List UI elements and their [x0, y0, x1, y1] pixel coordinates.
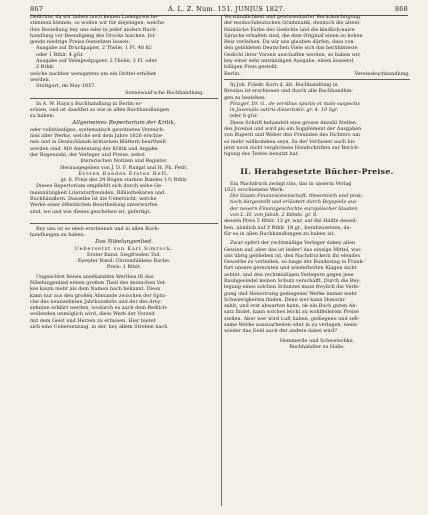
- text-line: Ein Nachdruck zwingt uns, das in unserm Verlag: [230, 180, 352, 187]
- text-line: zahlt, und erst abwarten kann, ob ein Buch guten Ab-: [224, 303, 358, 310]
- text-line: Gewinn auf, aber das ist leider! das einzige Mittel, was: [224, 246, 361, 253]
- text-line: zu haben:: [30, 113, 55, 120]
- text-line: achtet, und den rechtmäßigen Verlegern gegen jene: [224, 271, 354, 278]
- text-line: von Ruperti und Weber den Freunden des Dichters um: [224, 132, 361, 139]
- text-line: jetzt noch nicht verglichene Handschriften zur Berich-: [224, 144, 360, 151]
- price-line: oder 8 gGr.: [230, 113, 258, 120]
- announcement-nibelungenlied: [30, 226, 218, 330]
- text-line: Gedicht ihrer Vorzeit anschaffen werden, so haben wir,: [224, 51, 361, 58]
- text-line: ben, nämlich auf 2 Rthlr. 18 gr., herabzusetzen, da-: [224, 224, 352, 231]
- text-line: Raubgesindel keinen Schutz verschafft. Durch die Bey-: [224, 277, 361, 284]
- text-line: für es in allen Buchhandlungen zu haben ist.: [224, 230, 335, 237]
- section-rule: [30, 98, 218, 99]
- book-title: Allgemeines Repertorium der Kritik,: [72, 119, 176, 126]
- price-line: Ausgabe auf Velinpostpapier, 2 Theile, 3 Fl. oder: [36, 58, 157, 65]
- text-line: Bey uns ist so eben erschienen und in allen Buch-: [36, 225, 160, 232]
- text-line: gen zu beziehen:: [224, 94, 266, 101]
- section-rule: [224, 79, 410, 80]
- text-line: kes kaum mehr als dem Namen nach bekannt. Diess: [30, 286, 161, 293]
- text-line: zehnten erklärt werden, wodurch es auch dem Redlich-: [30, 305, 168, 312]
- publisher-signature: Vereinsbuchhandlung.: [354, 70, 410, 77]
- price-line: 2 Rthlr.: [36, 64, 55, 71]
- dateline: Berlin.: [224, 70, 241, 77]
- text-line: nen und in Deutschlands kritischen Blättern beurtheilt: [30, 139, 167, 146]
- text-line: satz findet, kann solches leicht zu wohlfeilerem Preise: [224, 309, 359, 316]
- text-line: gende niedrige Preise festsetzen lassen:: [30, 39, 130, 46]
- text-line: kann nur aus den großen Abstande zwischen der Spra-: [30, 292, 167, 299]
- text-line: Zwar opfert der rechtmäßige Verleger dabey allen: [230, 240, 356, 247]
- text-line: legung eines solchen Schutzes muss freylich die Verle-: [224, 284, 360, 291]
- text-line: Gewerbe zu verleiden, so lange der Bundestag in Frank-: [224, 259, 365, 266]
- text-line: stellen. Aber wer wird Luft haben, gediegene und selt-: [224, 315, 360, 322]
- text-line: thümliche Farbe des Gedichts und die kindlich-naive: [224, 26, 355, 33]
- text-line: In Joh. Friedr. Korn d. ält. Buchhandlung in: [230, 81, 338, 88]
- announcement-repertorium: [30, 101, 218, 215]
- book-title: Die Staats-Finanzwissenschaft, theoretisch und prak-: [230, 193, 363, 200]
- text-line: same Werke auszuarbeiten oder in zu verlegen, wenn: [224, 322, 358, 329]
- text-line: stimmen können, so wollen wir für diejenigen, welche: [30, 20, 165, 27]
- text-line: sind, wo und wie dieses geschehen ist, gefertigt.: [30, 208, 151, 215]
- text-line: Gedichte; da wir indess noch keinen Ladenpreis be-: [30, 14, 159, 20]
- price-line: oder 1 Rthlr. 4 gGr.: [36, 51, 84, 58]
- text-line: handlung vor Beendigung des Drucks machen, fol-: [30, 32, 156, 39]
- publisher-signature: Sonnewald'sche Buchhandlung.: [124, 89, 204, 96]
- text-line: furt unsere gerechten und wiederholten Klagen nicht: [224, 265, 357, 272]
- text-line: bey einer sehr anständigen Ausgabe, einen äusserst: [224, 58, 354, 65]
- book-title: der neuern Finanzgeschichte europäischer Staaten: [230, 205, 358, 212]
- price-line: Preis: 1 Rthlr.: [106, 264, 142, 271]
- section-heading: II. Herabgesetzte Bücher-Preise.: [240, 166, 394, 176]
- section-rule: [30, 223, 218, 224]
- text-line: Breslau ist erschienen und durch alle Buchhandlun-: [224, 88, 353, 95]
- text-line: werden.: [30, 76, 51, 83]
- text-line: Nibelungenlied einem großen Theil des deutschen Vol-: [30, 279, 167, 286]
- text-line: 1821 erschienene Werk:: [224, 186, 285, 193]
- book-title: Pinzger, Dr. G., de versibus spuriis et male suspectis: [230, 100, 361, 107]
- text-line: so mehr willkommen seyn, da der Verfasser auch bis: [224, 138, 355, 145]
- text-line: mit dem Geist und Herzen zu erfassen. Hier bietet: [30, 317, 156, 324]
- column-divider: [221, 16, 222, 506]
- volume-line: Ersten Bandes Erstes Heft.: [78, 170, 170, 177]
- text-line: oder vollständiges, systematisch geordnetes Verzeich-: [30, 126, 165, 133]
- text-line: gung und Honorirung gediegener Werke immer mehr: [224, 290, 358, 297]
- journal-title: A. L. Z. Num. 151. JUNIUS 1827.: [168, 5, 286, 13]
- page-number-right: 868: [394, 5, 408, 13]
- announcement-finanz: [224, 181, 410, 351]
- volume-line: Erster Band: Siegfrieden Tod.: [87, 251, 161, 258]
- price-line: gr. 8. Preis des 24 Bogen starken Bandes 1½ Rthlr.: [60, 177, 188, 184]
- text-line: schien, und ist daselbst so wie in allen Buchhandlungen: [30, 107, 170, 114]
- publisher-location: Buchhändler zu Halle.: [289, 343, 345, 350]
- text-line: Buchhändlern. Dasselbe ist die Uebersicht, welche: [30, 196, 157, 203]
- page-number-left: 867: [30, 5, 44, 13]
- text-line: handlungen zu haben:: [30, 232, 86, 239]
- book-title: Das Nibelungenlied.: [95, 238, 153, 245]
- price-line: Ausgabe auf Druckpapier, 2 Theile, 1 Fl. 48 Kr.: [36, 45, 153, 52]
- text-line: billigen Preis gestellt.: [224, 64, 279, 71]
- text-line: uns übrig geblieben ist, den Nachdruckern ihr elendes: [224, 252, 361, 259]
- book-title: tisch dargestellt und erläutert durch Beyspiele aus: [230, 199, 357, 206]
- text-line: dessen Preis 5 Rthlr. 12 gr. war, auf die Hälfte dessel-: [224, 218, 358, 225]
- signature-row: [224, 71, 410, 77]
- right-column: [224, 14, 410, 509]
- text-line: che des neunzehnten Jahrhunderts und der des drey-: [30, 298, 163, 305]
- translator-line: Uebersetzt von Karl Simrock.: [74, 245, 174, 252]
- text-line: Ungeachtet feines anerkannten Werthes ift das: [36, 273, 154, 280]
- text-line: meinnützigkeit Literaturfreunden, Bibliothekaren und: [30, 189, 165, 196]
- text-line: Schwierigkeiten finden. Denn wer kann Honorar: [224, 296, 345, 303]
- book-title: von L. H. von Jakob. 2 Bände. gr. 8.: [230, 212, 318, 219]
- text-line: ihre Bestellung bey uns oder in jeder andern Buch-: [30, 26, 158, 33]
- text-line: Werke einer öffentlichen Beurtheilung unterworfen: [30, 202, 158, 209]
- text-line: sich eine Uebersetzung, in der, bey allem Streben nach: [30, 324, 168, 331]
- text-line: der neuhochdeutschen Grammatik, dennoch die altein-: [224, 20, 361, 27]
- text-line: niss aller Werke, welche seit dem Jahre 1826 erschie-: [30, 133, 164, 140]
- text-line: wollenden unmöglich wird, diess Werk der Vorzeit: [30, 311, 155, 318]
- text-line: der Bogenzahl, der Verleger und Preise, nebst: [30, 151, 145, 158]
- announcement-poems: [30, 14, 218, 96]
- text-line: Dieses Repertorium empfiehlt sich durch seine Ge-: [36, 183, 163, 190]
- book-title: in Juvenalis satiris dissertatio. gr. 4. 10 Sgr.: [230, 107, 339, 114]
- text-line: des Juvenal und wird als ein Supplement der Ausgaben: [224, 126, 362, 133]
- text-line: Reiz verleihen. Da wir uns glauben dürfen, dass von: [224, 39, 354, 46]
- text-line: tigung des Textes benutzt hat.: [224, 151, 300, 158]
- dateline: Stuttgart, im May 1827.: [36, 83, 96, 90]
- text-line: Sprache erhalten sind, die dem Original einen so hohen: [224, 32, 363, 39]
- left-column: [30, 14, 218, 509]
- text-line: Verständlichkeit und gewissenhafter Berücksichtigung: [224, 14, 361, 20]
- text-line: In A. W. Hayn's Buchhandlung in Berlin er-: [36, 100, 143, 107]
- text-line: den gebildeten Deutschen Viele sich das berühmteste: [224, 45, 358, 52]
- text-line: wieder das Geld auch der andere dabei wird?: [224, 328, 338, 335]
- announcement-nibelungenlied-cont: [224, 14, 410, 77]
- announcement-juvenal: [224, 82, 410, 158]
- text-line: Diese Schrift behandelt eine grosse Anzahl Stellen: [230, 119, 356, 126]
- publisher-signature: Hemmerde und Schwetschke,: [279, 337, 355, 344]
- text-line: welche nachher wenigstens um ein Drittel erhöhet: [30, 70, 156, 77]
- volume-line: Zweyter Band: Chriemhildens Rache.: [77, 258, 171, 265]
- text-line: worden sind. Mit Andeutung der Kritik und Angabe: [30, 145, 158, 152]
- editors-line: Herausgegeben von J. D. F. Rumpf und H. Ph. Petri.: [60, 164, 188, 171]
- text-line: literarischen Notizen und Register.: [80, 158, 168, 165]
